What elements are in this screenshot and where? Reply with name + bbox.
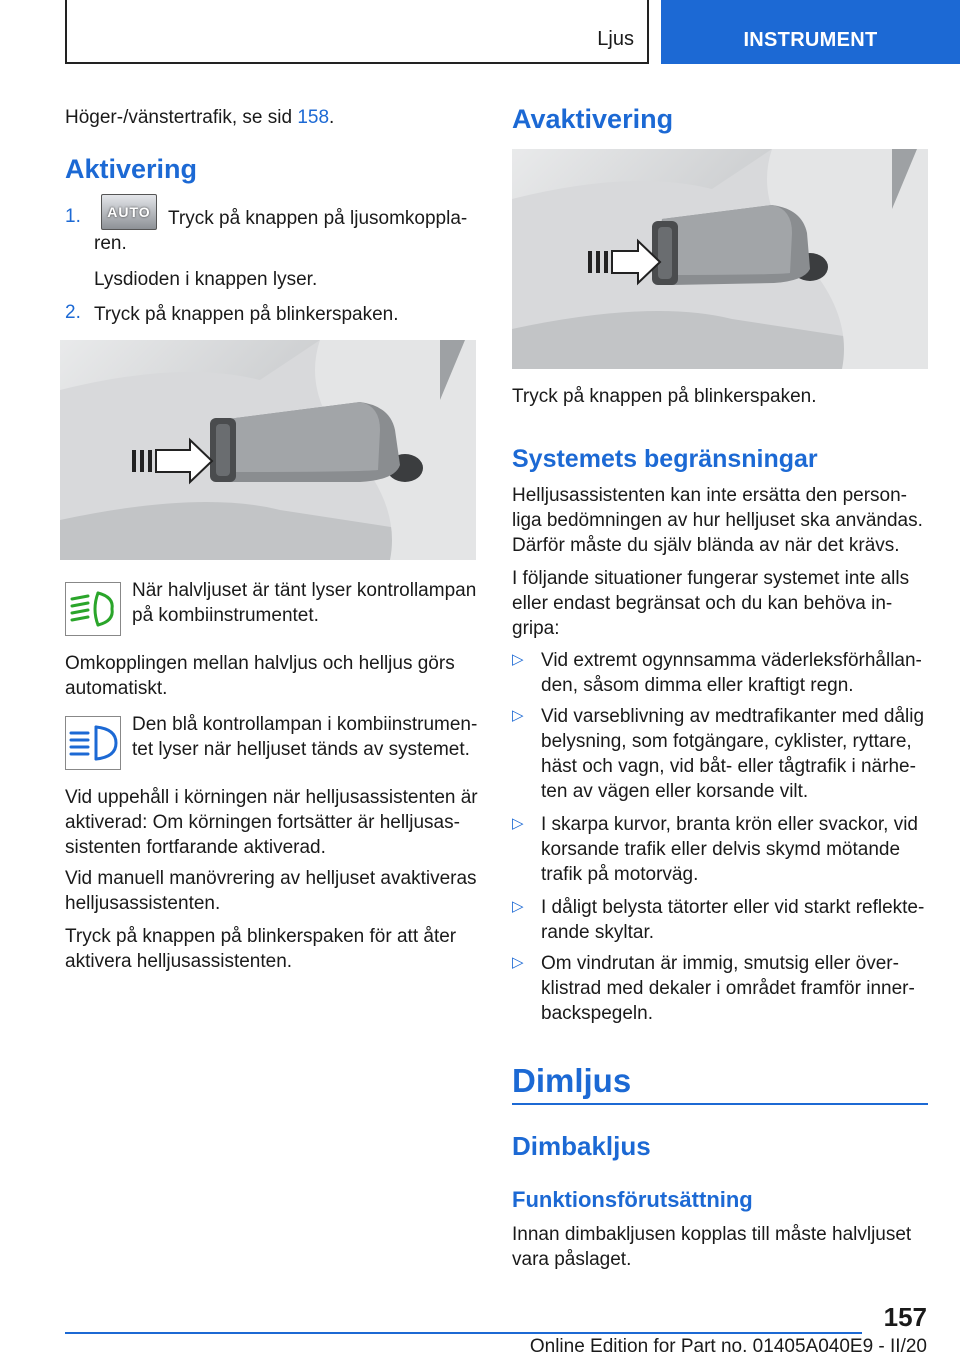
bullet-5-line-1: Om vindrutan är immig, smutsig eller över- — [541, 953, 899, 974]
switch-text-line-1: Omkopplingen mellan halvljus och helljus görs — [65, 653, 455, 674]
heading-system-limits: Systemets begränsningar — [512, 445, 818, 473]
bullet-3-line-1: I skarpa kurvor, branta krön eller svackor, vid — [541, 814, 918, 835]
auto-button-icon — [101, 194, 157, 230]
lever-illustration — [60, 340, 476, 560]
step-1-number: 1. — [65, 206, 81, 227]
switch-text-line-2: automatiskt. — [65, 678, 168, 699]
bullet-2-line-2: belysning, som fotgängare, cyklister, ryttare, — [541, 731, 912, 752]
func-text-line-1: Innan dimbakljusen kopplas till måste halvljuset — [512, 1224, 912, 1245]
situations-text-line-1: I följande situationer fungerar systemet inte alls — [512, 568, 910, 589]
situations-text-line-2: eller endast begränsat och du kan behöva in- — [512, 593, 893, 614]
page-link-158[interactable]: 158 — [297, 107, 330, 128]
lever-illustration-2 — [512, 149, 928, 369]
low-beam-indicator-icon — [65, 582, 121, 636]
bullet-1-line-1: Vid extremt ogynnsamma väderleksförhållan- — [541, 650, 922, 671]
header-section-title: Ljus — [597, 28, 634, 50]
deactivation-caption: Tryck på knappen på blinkerspaken. — [512, 386, 817, 407]
step-2-number: 2. — [65, 302, 81, 323]
bullet-icon: ▷ — [512, 707, 524, 724]
header-chapter-label: INSTRUMENT — [743, 28, 878, 51]
bullet-icon: ▷ — [512, 651, 524, 668]
bullet-5-line-3: backspegeln. — [541, 1003, 653, 1024]
header-chapter-tab[interactable] — [661, 0, 960, 64]
reactivate-text-line-1: Tryck på knappen på blinkerspaken för att åter — [65, 926, 457, 947]
pause-text-line-3: sistenten fortfarande aktiverad. — [65, 837, 326, 858]
page-number: 157 — [883, 1302, 927, 1332]
limits-text-line-2: liga bedömningen av hur helljuset ska användas. — [512, 510, 923, 531]
heading-aktivering: Aktivering — [65, 154, 198, 184]
bullet-2-line-1: Vid varseblivning av medtrafikanter med dålig — [541, 706, 925, 727]
manual-text-line-2: helljusassistenten. — [65, 893, 221, 914]
bullet-2-line-3: häst och vagn, vid båt- eller tågtrafik i närhe- — [541, 756, 916, 777]
bullet-icon: ▷ — [512, 815, 524, 832]
bullet-4-line-1: I dåligt belysta tätorter eller vid starkt reflekte- — [541, 897, 925, 918]
turn-signal-lever-image-activation — [60, 340, 476, 560]
limits-text-line-3: Därför måste du själv blända av när det krävs. — [512, 535, 900, 556]
auto-button-label: AUTO — [107, 204, 151, 220]
low-beam-text-line-2: på kombiinstrumentet. — [132, 605, 319, 626]
footer-edition: Online Edition for Part no. 01405A040E9 - II/20 — [529, 1336, 927, 1357]
heading-dimbakljus: Dimbakljus — [512, 1131, 651, 1161]
func-text-line-2: vara påslaget. — [512, 1249, 632, 1270]
high-beam-text-line-2: tet lyser när helljuset tänds av systemet. — [132, 739, 470, 760]
high-beam-text-line-1: Den blå kontrollampan i kombiinstrumen- — [132, 714, 478, 735]
heading-function-requirement: Funktionsförutsättning — [512, 1187, 753, 1212]
pause-text-line-1: Vid uppehåll i körningen när helljusassistenten är — [65, 787, 478, 808]
low-beam-text-line-1: När halvljuset är tänt lyser kontrollampan — [132, 580, 477, 601]
bullet-1-line-2: den, såsom dimma eller kraftigt regn. — [541, 675, 854, 696]
bullet-3-line-3: trafik på motorväg. — [541, 864, 699, 885]
manual-text-line-1: Vid manuell manövrering av helljuset avaktiveras — [65, 868, 477, 889]
bullet-2-line-4: ten av vägen eller korsande vilt. — [541, 781, 809, 802]
bullet-icon: ▷ — [512, 898, 524, 915]
bullet-3-line-2: korsande trafik eller delvis skymd mötande — [541, 839, 901, 860]
step-1-line-1: Tryck på knappen på ljusomkoppla- — [168, 208, 468, 229]
step-1-sub: Lysdioden i knappen lyser. — [94, 269, 318, 290]
bullet-4-line-2: rande skyltar. — [541, 922, 654, 943]
bullet-icon: ▷ — [512, 954, 524, 971]
high-beam-indicator-icon — [65, 716, 121, 770]
situations-text-line-3: gripa: — [512, 618, 560, 639]
bullet-5-line-2: klistrad med dekaler i området framför inner- — [541, 978, 915, 999]
turn-signal-lever-image-deactivation — [512, 149, 928, 369]
pause-text-line-2: aktiverad: Om körningen fortsätter är helljusas- — [65, 812, 460, 833]
heading-avaktivering: Avaktivering — [512, 104, 674, 134]
reactivate-text-line-2: aktivera helljusassistenten. — [65, 951, 293, 972]
intro-text-body: Höger-/vänstertrafik, se sid — [65, 107, 298, 128]
footer-rule — [65, 1332, 862, 1334]
section-rule — [512, 1103, 928, 1105]
header-frame — [65, 0, 649, 64]
heading-dimljus: Dimljus — [512, 1062, 632, 1099]
step-1-line-2: ren. — [94, 233, 127, 254]
step-2-text: Tryck på knappen på blinkerspaken. — [94, 304, 399, 325]
intro-text-end: . — [329, 107, 335, 128]
limits-text-line-1: Helljusassistenten kan inte ersätta den person- — [512, 485, 908, 506]
intro-text — [65, 105, 334, 130]
